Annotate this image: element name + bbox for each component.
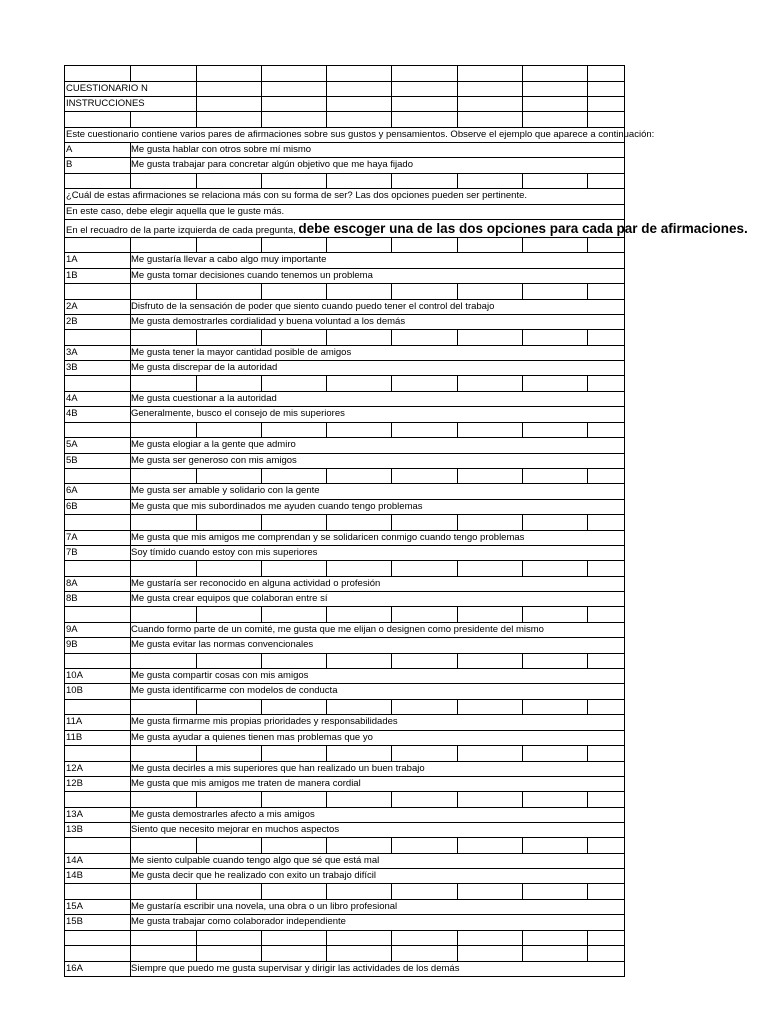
item-statement: Me gusta demostrarles afecto a mis amigos — [131, 808, 315, 820]
item-statement: Me gusta decirles a mis superiores que han realizado un buen trabajo — [131, 762, 425, 774]
item-statement: Disfruto de la sensación de poder que siento cuando puedo tener el control del trabajo — [131, 300, 495, 312]
item-statement: Cuando formo parte de un comité, me gusta que me elijan o designen como presidente del mismo — [131, 623, 544, 635]
item-code: 6A — [66, 485, 78, 497]
item-code: 11A — [66, 716, 83, 728]
item-row-12b — [65, 777, 625, 792]
item-row-14b — [65, 869, 625, 884]
item-row-4b — [65, 407, 625, 422]
item-statement: Me gusta trabajar para concretar algún objetivo que me haya fijado — [131, 159, 414, 171]
item-statement: Me gusta hablar con otros sobre mí mismo — [131, 144, 312, 156]
item-row-11a — [65, 715, 625, 730]
empty-row — [65, 284, 625, 300]
item-code: 15B — [66, 916, 83, 928]
item-row-1a — [65, 253, 625, 268]
item-code: 8B — [66, 593, 78, 605]
item-statement: Me gusta discrepar de la autoridad — [131, 362, 278, 374]
item-code: 12B — [66, 777, 83, 789]
item-statement: Siempre que puedo me gusta supervisar y dirigir las actividades de los demás — [131, 962, 460, 974]
empty-row — [65, 423, 625, 439]
item-code: B — [66, 159, 73, 171]
item-statement: Me gusta decir que he realizado con exito un trabajo difícil — [131, 870, 377, 882]
item-row-13a — [65, 808, 625, 823]
item-row-7b — [65, 546, 625, 561]
item-statement: Me gusta que mis subordinados me ayuden cuando tengo problemas — [131, 500, 423, 512]
empty-row — [65, 330, 625, 346]
item-code: 12A — [66, 762, 83, 774]
item-code: 11B — [66, 731, 83, 743]
item-code: 4B — [66, 408, 78, 420]
instruction-bold-run: debe escoger una de las dos opciones para cada par de afirmaciones. — [298, 220, 748, 236]
item-code: 1B — [66, 269, 78, 281]
item-statement: Me gustaría ser reconocido en alguna actividad o profesión — [131, 577, 381, 589]
question-line — [65, 189, 625, 204]
item-code: 5A — [66, 439, 78, 451]
intro-line — [65, 128, 655, 143]
item-row-9b — [65, 638, 625, 653]
item-code: 2B — [66, 315, 78, 327]
item-statement: Me gusta tomar decisiones cuando tenemos un problema — [131, 269, 373, 281]
empty-row — [65, 112, 625, 128]
item-code: 16A — [66, 962, 83, 974]
item-row-10b — [65, 684, 625, 699]
item-row-6b — [65, 500, 625, 515]
item-code: 3B — [66, 362, 78, 374]
item-statement: Siento que necesito mejorar en muchos aspectos — [131, 824, 340, 835]
item-code: 10A — [66, 670, 83, 682]
item-row-2a — [65, 300, 625, 315]
item-row-5b — [65, 454, 625, 469]
empty-row — [65, 746, 625, 762]
item-code: 13A — [66, 808, 83, 820]
empty-row — [65, 792, 625, 808]
instruction-normal-run: En el recuadro de la parte izquierda de cada pregunta, — [66, 224, 299, 236]
empty-row — [65, 654, 625, 670]
empty-row — [65, 946, 625, 962]
item-code: 3A — [66, 346, 78, 358]
item-statement: Me gusta tener la mayor cantidad posible de amigos — [131, 346, 352, 358]
item-statement: Generalmente, busco el consejo de mis superiores — [131, 408, 345, 420]
item-row-3a — [65, 346, 625, 361]
questionnaire-title — [65, 82, 625, 97]
item-statement: Me gustaría escribir una novela, una obra o un libro profesional — [131, 901, 398, 913]
empty-row — [65, 174, 625, 190]
item-code: 9A — [66, 623, 78, 635]
item-row-8a — [65, 577, 625, 592]
item-statement: Me gusta ser generoso con mis amigos — [131, 454, 297, 466]
item-statement: Soy tímido cuando estoy con mis superiores — [131, 546, 318, 558]
item-statement: Me gusta crear equipos que colaboran entre sí — [131, 593, 328, 605]
item-code: 7A — [66, 531, 78, 543]
item-row-13b — [65, 823, 625, 838]
item-row-11b — [65, 731, 625, 746]
item-statement: Me gusta trabajar como colaborador independiente — [131, 916, 346, 928]
item-row-9a — [65, 623, 625, 638]
item-code: 6B — [66, 500, 78, 512]
item-row-6a — [65, 484, 625, 499]
intro-line-text: Este cuestionario contiene varios pares de afirmaciones sobre sus gustos y pensamientos. Observe el ejemplo que aparece a continuación: — [66, 128, 655, 140]
empty-row — [65, 561, 625, 577]
item-row-10a — [65, 669, 625, 684]
empty-row — [65, 66, 625, 82]
empty-row — [65, 469, 625, 485]
empty-row — [65, 700, 625, 716]
item-row-15a — [65, 900, 625, 915]
item-code: 14B — [66, 870, 83, 882]
empty-row — [65, 884, 625, 900]
item-statement: Me gusta compartir cosas con mis amigos — [131, 670, 309, 682]
choose-instruction-text — [66, 220, 748, 237]
item-code: 5B — [66, 454, 78, 466]
item-code: 8A — [66, 577, 78, 589]
item-row-2b — [65, 315, 625, 330]
item-row-1b — [65, 269, 625, 284]
item-statement: Me gusta demostrarles cordialidad y buena voluntad a los demás — [131, 315, 406, 327]
item-code: 13B — [66, 824, 83, 835]
item-statement: Me gusta elogiar a la gente que admiro — [131, 439, 296, 451]
item-row-3b — [65, 361, 625, 376]
item-code: 9B — [66, 639, 78, 651]
spreadsheet-grid — [64, 65, 748, 977]
item-code: 14A — [66, 854, 83, 866]
item-statement: Me gusta ser amable y solidario con la gente — [131, 485, 320, 497]
item-code: 15A — [66, 901, 83, 913]
item-statement: Me gusta cuestionar a la autoridad — [131, 393, 277, 405]
empty-row — [65, 376, 625, 392]
instructions-label-text: INSTRUCCIONES — [66, 97, 145, 109]
empty-row — [65, 607, 625, 623]
item-statement: Me gusta que mis amigos me traten de manera cordial — [131, 777, 361, 789]
choose-line — [65, 205, 625, 220]
item-row-8b — [65, 592, 625, 607]
item-code: 2A — [66, 300, 78, 312]
item-statement: Me gusta ayudar a quienes tienen mas problemas que yo — [131, 731, 373, 743]
item-row-16a — [65, 962, 625, 977]
instructions-label — [65, 97, 625, 112]
questionnaire-title-text: CUESTIONARIO N — [66, 82, 148, 94]
question-line-text: ¿Cuál de estas afirmaciones se relaciona más con su forma de ser? Las dos opciones pueden ser pertinente. — [66, 190, 528, 202]
choose-line-text: En este caso, debe elegir aquella que le guste más. — [66, 205, 285, 217]
choose-instruction-line — [65, 220, 748, 238]
item-statement: Me gusta identificarme con modelos de conducta — [131, 685, 338, 697]
item-statement: Me gusta firmarme mis propias prioridades y responsabilidades — [131, 716, 398, 728]
item-row-14a — [65, 854, 625, 869]
item-row-7a — [65, 531, 625, 546]
empty-row — [65, 838, 625, 854]
item-code: 4A — [66, 393, 78, 405]
item-code: 7B — [66, 546, 78, 558]
item-statement: Me gusta evitar las normas convencionales — [131, 639, 314, 651]
item-row-5a — [65, 438, 625, 453]
empty-row — [65, 931, 625, 947]
item-row-4a — [65, 392, 625, 407]
item-statement: Me gustaría llevar a cabo algo muy importante — [131, 254, 327, 266]
empty-row — [65, 238, 625, 254]
item-code: A — [66, 144, 73, 156]
example-row-a — [65, 143, 625, 158]
item-statement: Me gusta que mis amigos me comprendan y se solidaricen conmigo cuando tengo problemas — [131, 531, 525, 543]
item-statement: Me siento culpable cuando tengo algo que sé que está mal — [131, 854, 380, 866]
item-row-15b — [65, 915, 625, 930]
item-row-12a — [65, 762, 625, 777]
item-code: 1A — [66, 254, 78, 266]
example-row-b — [65, 158, 625, 173]
item-code: 10B — [66, 685, 83, 697]
empty-row — [65, 515, 625, 531]
